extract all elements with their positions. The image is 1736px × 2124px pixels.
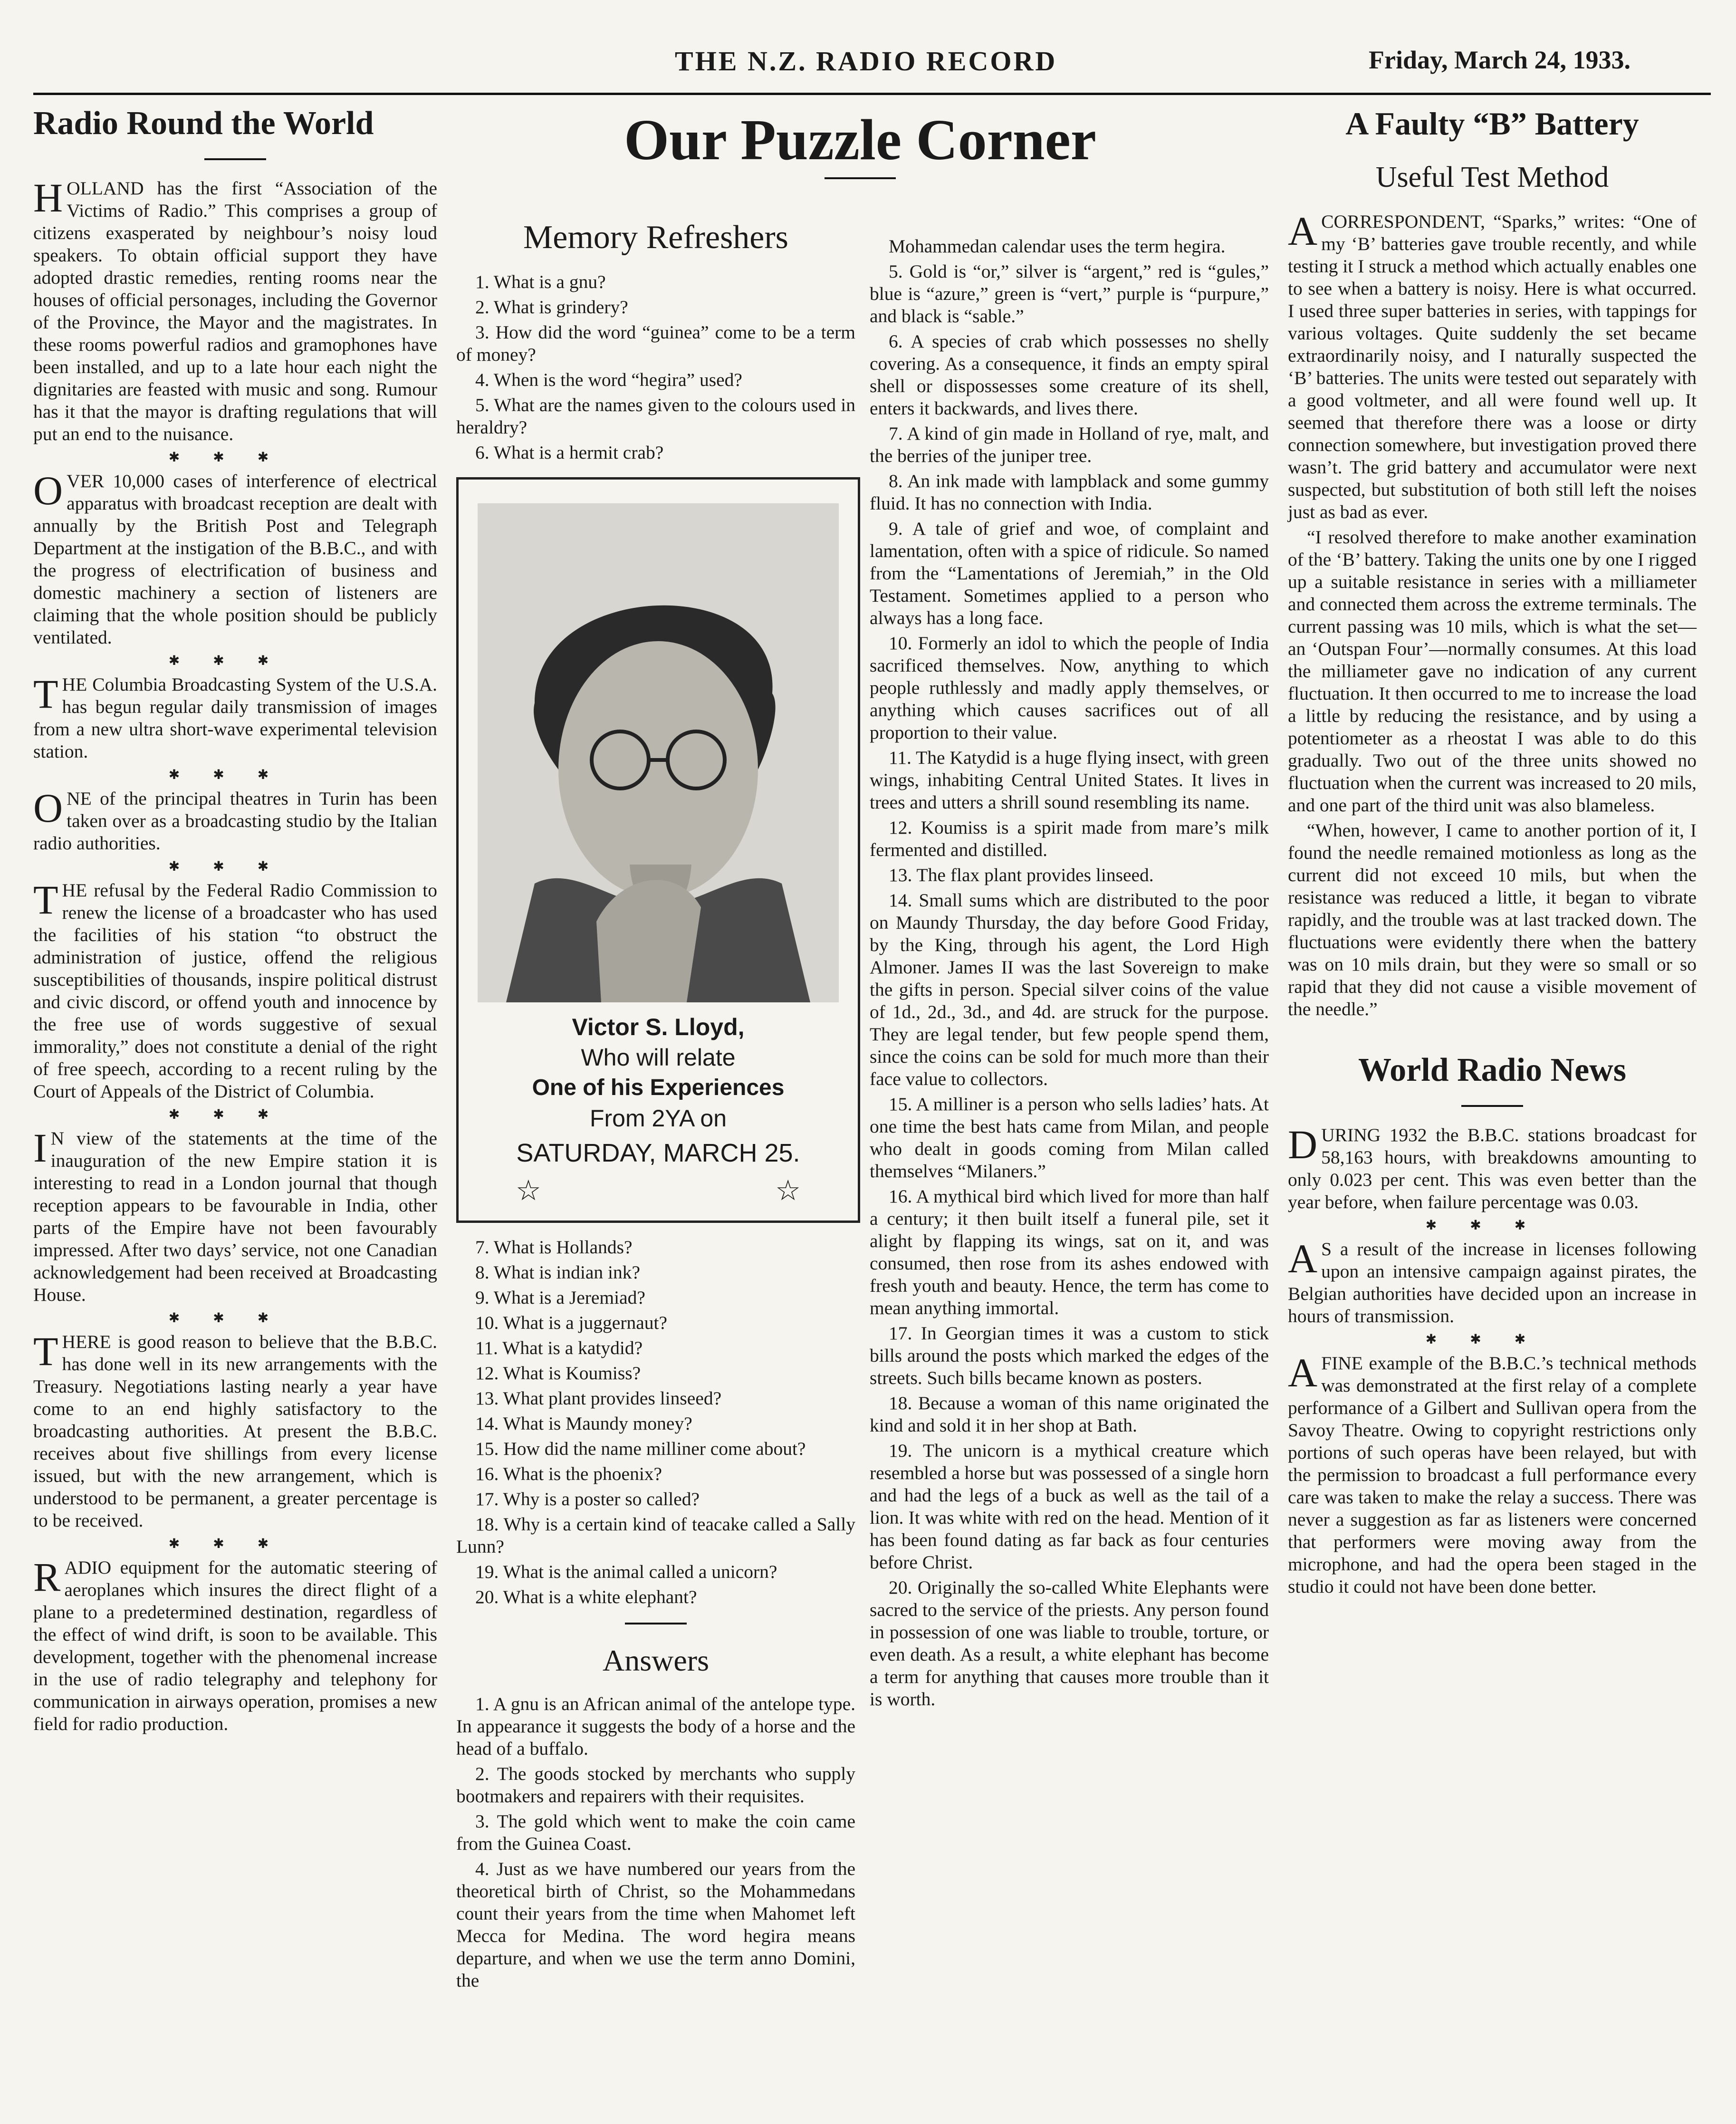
answer-item: 19. The unicorn is a mythical creature which resembled a horse but was possessed of a single horn and had the legs of a buck as well as the tail of a lion. It was white with red on the head. Mention of it has been found dating as far back as four centuries before Christ. bbox=[870, 1440, 1269, 1573]
question-item: 12. What is Koumiss? bbox=[475, 1363, 641, 1384]
separator-dots: ✱✱✱ bbox=[168, 859, 302, 874]
question-item: 11. What is a katydid? bbox=[475, 1337, 643, 1358]
battery-paragraph-3: “When, however, I came to another portion of it, I found the needle remained motionless as long as the current did not exceed 10 mils, but when the resistance was reduced a little, it began to vibrate rapidly, and the trouble was at last tracked down. The fluctuations were evidently there when the battery was on 10 mils drain, but they were so small or so rapid that they did not cause a visible movement of the needle.” bbox=[1288, 820, 1697, 1019]
col1-item bbox=[33, 673, 437, 763]
question-item: 2. What is grindery? bbox=[475, 297, 628, 317]
question-item: 13. What plant provides linseed? bbox=[475, 1388, 722, 1409]
question-item: 6. What is a hermit crab? bbox=[475, 442, 664, 463]
newspaper-title: THE N.Z. RADIO RECORD bbox=[675, 46, 1057, 77]
masthead bbox=[0, 0, 1736, 90]
col1-items bbox=[33, 177, 437, 1735]
caption-name: Victor S. Lloyd, bbox=[572, 1014, 745, 1040]
col1-item bbox=[33, 1554, 437, 1735]
question-item: 14. What is Maundy money? bbox=[475, 1413, 692, 1434]
question-item: 15. How did the name milliner come about? bbox=[475, 1438, 806, 1459]
issue-date: Friday, March 24, 1933. bbox=[1369, 46, 1630, 74]
news-items bbox=[1288, 1124, 1697, 1598]
col1-item bbox=[33, 470, 437, 649]
answer-item: 16. A mythical bird which lived for more than half a century; it then built itself a funeral pile, set it alight by flapping its wings, sat on it, and was consumed, then rose from its ashes endowed with fresh youth and beauty. Hence, the term has come to mean anything immortal. bbox=[870, 1186, 1269, 1318]
caption-line-2: One of his Experiences bbox=[532, 1075, 785, 1100]
separator-dots: ✱✱✱ bbox=[168, 1537, 302, 1551]
col1-item-text: HE Columbia Broadcasting System of the U.S.A. has begun regular daily transmission of images from a new ultra short-wave experimental television station. bbox=[33, 674, 437, 762]
separator-dots: ✱✱✱ bbox=[168, 654, 302, 668]
col1-item bbox=[33, 1328, 437, 1532]
col1-item-text: VER 10,000 cases of interference of electrical apparatus with broadcast reception are dealt with annually by the British Post and Telegraph Department at the instigation of the B.B.C., and with the progress of electrification of business and domestic machinery a section of listeners are claiming that the whole position should be publicly ventilated. bbox=[33, 471, 437, 648]
answers-list-b bbox=[870, 235, 1269, 1711]
question-item: 3. How did the word “guinea” come to be a term of money? bbox=[456, 322, 855, 365]
battery-paragraph-1 bbox=[1288, 208, 1697, 523]
question-item: 19. What is the animal called a unicorn? bbox=[475, 1561, 777, 1582]
world-radio-news-heading: World Radio News bbox=[1358, 1052, 1626, 1088]
question-item: 16. What is the phoenix? bbox=[475, 1463, 662, 1484]
answer-item: 12. Koumiss is a spirit made from mare’s milk fermented and distilled. bbox=[870, 817, 1269, 860]
answer-item: 4. Just as we have numbered our years from the theoretical birth of Christ, so the Mohammedans count their years from the time when Mahomet left Mecca for Medina. The word hegira means departure, and when we use the term anno Domini, the bbox=[456, 1858, 855, 1991]
memory-refreshers-heading: Memory Refreshers bbox=[523, 219, 788, 256]
answer-item: Mohammedan calendar uses the term hegira. bbox=[889, 236, 1226, 257]
question-item: 20. What is a white elephant? bbox=[475, 1586, 697, 1607]
column-faulty-b-battery bbox=[1288, 102, 1697, 1601]
photo-box bbox=[456, 477, 860, 1223]
drop-cap: I bbox=[33, 1125, 47, 1171]
drop-cap: A bbox=[1288, 1350, 1318, 1395]
news-item-text: URING 1932 the B.B.C. stations broadcast for 58,163 hours, with breakdowns amounting to only 0.023 per cent. This was even better than the year before, when failure percentage was 0.03. bbox=[1288, 1124, 1697, 1212]
col1-item bbox=[33, 177, 437, 445]
news-heading-rule bbox=[1461, 1105, 1523, 1107]
col1-item-text: HE refusal by the Federal Radio Commission to renew the license of a broadcaster who has used the facilities of his station “to obstruct the administration of justice, offend the religious susceptibilities of thousands, inspire political distrust and civic discord, or offend youth and innocence by the free use of words suggestive of sexual immorality,” does not constitute a denial of the right of free speech, according to a recent ruling by the Court of Appeals of the District of Columbia. bbox=[33, 880, 437, 1102]
answers-rule bbox=[625, 1623, 687, 1624]
caption-line-1: Who will relate bbox=[581, 1044, 736, 1071]
col1-item bbox=[33, 785, 437, 855]
caption-date: SATURDAY, MARCH 25. bbox=[516, 1139, 800, 1167]
masthead-rule bbox=[33, 93, 1711, 95]
question-item: 7. What is Hollands? bbox=[475, 1237, 633, 1258]
separator-dots: ✱✱✱ bbox=[168, 768, 302, 782]
col1-item-text: OLLAND has the first “Association of the Victims of Radio.” This comprises a group of citizens exasperated by neighbour’s noisy loud speakers. To obtain official support they have adopted drastic remedies, renting rooms near the houses of official personages, including the Governor of the Province, the Mayor and the magistrates. In these rooms powerful radios and gramophones have been installed, and up to a late hour each night the dignitaries are feasted with music and song. Rumour has it that the mayor is drafting regulations that will put an end to the nuisance. bbox=[33, 178, 437, 444]
answer-item: 6. A species of crab which possesses no shelly covering. As a consequence, it finds an empty spiral shell or dispossesses some creature of its shell, enters it backwards, and lives there. bbox=[870, 331, 1269, 419]
battery-paragraph-2: “I resolved therefore to make another examination of the ‘B’ battery. Taking the units one by one I rigged up a suitable resistance in series with a milliameter and connected them across the extreme terminals. The current passing was 10 mils, which is what the set—an ‘Outspan Four’—normally consumes. At this load the milliameter gave no indication of any current fluctuation. It then occurred to me to increase the load a little by reducing the resistance, and by using a potentiometer as a rheostat I was able to do this gradually. Two out of the three units showed no fluctuation when the current was increased to 20 mils, and one part of the third unit was also blameless. bbox=[1288, 527, 1697, 816]
col1-item bbox=[33, 1127, 437, 1306]
questions-list-b bbox=[456, 1236, 855, 1608]
drop-cap: A bbox=[1288, 1236, 1318, 1281]
star-icon: ☆ bbox=[775, 1174, 801, 1206]
answer-item: 1. A gnu is an African animal of the antelope type. In appearance it suggests the body of a horse and the head of a buffalo. bbox=[456, 1693, 855, 1759]
news-item bbox=[1288, 1238, 1697, 1327]
questions-list-a bbox=[456, 271, 855, 464]
answer-item: 15. A milliner is a person who sells ladies’ hats. At one time the best hats came from Milan, and people who dealt in goods coming from Milan called themselves “Milaners.” bbox=[870, 1094, 1269, 1182]
answer-item: 8. An ink made with lampblack and some gummy fluid. It has no connection with India. bbox=[870, 471, 1269, 514]
drop-cap: R bbox=[33, 1554, 61, 1600]
answer-item: 9. A tale of grief and woe, of complaint and lamentation, often with a spice of ridicule. So named from the “Lamentations of Jeremiah,” in the Old Testament. Sometimes applied to a person who always has a long face. bbox=[870, 518, 1269, 628]
drop-cap: A bbox=[1288, 208, 1318, 254]
separator-dots: ✱✱✱ bbox=[168, 1107, 302, 1122]
column-memory-refreshers bbox=[456, 219, 855, 1995]
radio-round-the-world-heading: Radio Round the World bbox=[33, 105, 374, 142]
answer-item: 2. The goods stocked by merchants who supply bootmakers and repairers with their requisites. bbox=[456, 1763, 855, 1807]
news-item bbox=[1288, 1352, 1697, 1598]
question-item: 1. What is a gnu? bbox=[475, 271, 606, 292]
useful-test-method-heading: Useful Test Method bbox=[1375, 161, 1609, 193]
portrait-photo bbox=[478, 503, 839, 1002]
answer-item: 11. The Katydid is a huge flying insect, with green wings, inhabiting Central United States. It lives in trees and utters a shrill sound resembling its name. bbox=[870, 747, 1269, 813]
answer-item: 10. Formerly an idol to which the people of India sacrificed themselves. Now, anything to which people ruthlessly and madly apply themselves, or anything which causes sacrifices out of all proportion to their value. bbox=[870, 633, 1269, 743]
portrait-illustration bbox=[478, 503, 839, 1002]
separator-dots: ✱✱✱ bbox=[168, 450, 302, 465]
question-item: 8. What is indian ink? bbox=[475, 1262, 641, 1283]
drop-cap: O bbox=[33, 468, 63, 513]
question-item: 9. What is a Jeremiad? bbox=[475, 1287, 645, 1308]
news-item-text: S a result of the increase in licenses following upon an intensive campaign against pirates, the Belgian authorities have decided upon an increase in hours of transmission. bbox=[1288, 1239, 1697, 1326]
news-item bbox=[1288, 1124, 1697, 1213]
answer-item: 3. The gold which went to make the coin came from the Guinea Coast. bbox=[456, 1811, 855, 1854]
question-item: 17. Why is a poster so called? bbox=[475, 1489, 700, 1509]
heading-rule bbox=[204, 158, 266, 160]
col1-item-text: N view of the statements at the time of the inauguration of the new Empire station it is interesting to read in a London journal that though reception appears to be favourable in India, other parts of the Empire have not been favourably impressed. After two days’ service, not one Canadian acknowledgement had been received at Broadcasting House. bbox=[33, 1128, 437, 1305]
col1-item-text: HERE is good reason to believe that the B.B.C. has done well in its new arrangements with the Treasury. Negotiations lasting nearly a year have come to an end highly satisfactory to the broadcasting authorities. At present the B.B.C. receives about five shillings from every license issued, but with the new arrangement, which is understood to be permanent, a greater percentage is to be received. bbox=[33, 1331, 437, 1531]
drop-cap: T bbox=[33, 1328, 58, 1374]
question-item: 5. What are the names given to the colours used in heraldry? bbox=[456, 394, 855, 438]
star-icon: ☆ bbox=[516, 1174, 541, 1206]
question-item: 18. Why is a certain kind of teacake called a Sally Lunn? bbox=[456, 1514, 855, 1557]
answer-item: 18. Because a woman of this name originated the kind and sold it in her shop at Bath. bbox=[870, 1393, 1269, 1436]
answers-list-a bbox=[456, 1693, 855, 1992]
answer-item: 17. In Georgian times it was a custom to stick bills around the posts which marked the edges of the streets. Such bills became known as posters. bbox=[870, 1323, 1269, 1388]
column-answers-continued bbox=[870, 235, 1269, 1713]
answer-item: 7. A kind of gin made in Holland of rye, malt, and the berries of the juniper tree. bbox=[870, 423, 1269, 466]
drop-cap: T bbox=[33, 877, 58, 923]
separator-dots: ✱✱✱ bbox=[1425, 1218, 1559, 1233]
caption-line-3: From 2YA on bbox=[589, 1105, 727, 1132]
col1-item bbox=[33, 879, 437, 1103]
column-radio-round-the-world bbox=[33, 102, 437, 1738]
question-item: 10. What is a juggernaut? bbox=[475, 1312, 668, 1333]
separator-dots: ✱✱✱ bbox=[168, 1311, 302, 1326]
col1-item-text: NE of the principal theatres in Turin has been taken over as a broadcasting studio by the Italian radio authorities. bbox=[33, 788, 437, 854]
answer-item: 5. Gold is “or,” silver is “argent,” red is “gules,” blue is “azure,” green is “vert,” purple is “purpure,” and black is “sable.” bbox=[870, 261, 1269, 327]
answer-item: 13. The flax plant provides linseed. bbox=[889, 865, 1154, 885]
drop-cap: D bbox=[1288, 1122, 1318, 1167]
separator-dots: ✱✱✱ bbox=[1425, 1332, 1559, 1347]
question-item: 4. When is the word “hegira” used? bbox=[475, 369, 742, 390]
puzzle-corner-heading: Our Puzzle Corner bbox=[624, 108, 1096, 172]
puzzle-heading-block bbox=[456, 107, 1264, 196]
col1-item-text: ADIO equipment for the automatic steering of aeroplanes which insures the direct flight of a plane to a predetermined destination, regardless of the effect of wind drift, is soon to be available. This development, together with the phenomenal increase in the use of radio telegraphy and telephony for communication in airways operation, promises a new field for radio production. bbox=[33, 1557, 437, 1734]
photo-caption bbox=[459, 1012, 858, 1221]
answer-item: 14. Small sums which are distributed to the poor on Maundy Thursday, the day before Good Friday, by the King, through his agent, the Lord High Almoner. James II was the last Sovereign to make the gifts in person. Special silver coins of the value of 1d., 2d., 3d., and 4d. are struck for the purpose. They are legal tender, but few people spend them, since the coins can be sold for much more than their face value to collectors. bbox=[870, 890, 1269, 1089]
drop-cap: H bbox=[33, 175, 63, 221]
answers-heading: Answers bbox=[603, 1643, 709, 1677]
answer-item: 20. Originally the so-called White Elephants were sacred to the service of the priests. Any person found in possession of one was liable to trouble, torture, or even death. As a result, a white elephant has become a term for anything that causes more trouble than it is worth. bbox=[870, 1577, 1269, 1710]
battery-text-1: CORRESPONDENT, “Sparks,” writes: “One of my ‘B’ batteries gave trouble recently, and while testing it I struck a method which actually enables one to see when a battery is noisy. Here is what occurred. I used three super batteries in series, with tappings for various voltages. Quite suddenly the set became extraordinarily noisy, and I naturally suspected the ‘B’ batteries. The units were tested out separately with a good voltmeter, and all were found well up. It seemed that therefore there was a loose or dirty connection somewhere, but investigation proved there wasn’t. The grid battery and accumulator were next suspected, but substitution of both still left the noises just as bad as ever. bbox=[1288, 211, 1697, 522]
puzzle-heading-rule bbox=[825, 177, 896, 179]
news-item-text: FINE example of the B.B.C.’s technical methods was demonstrated at the first relay of a complete performance of a Gilbert and Sullivan opera from the Savoy Theatre. Owing to copyright restrictions only portions of such operas have been relayed, but with the permission to broadcast a full performance every care was taken to make the relay a success. There was never a suggestion as far as listeners were concerned that performers were moving away from the microphone, and had the opera been staged in the studio it could not have been done better. bbox=[1288, 1353, 1697, 1597]
faulty-b-battery-heading: A Faulty “B” Battery bbox=[1345, 106, 1639, 142]
drop-cap: O bbox=[33, 785, 63, 831]
caption-stars bbox=[459, 1170, 858, 1221]
drop-cap: T bbox=[33, 671, 58, 717]
